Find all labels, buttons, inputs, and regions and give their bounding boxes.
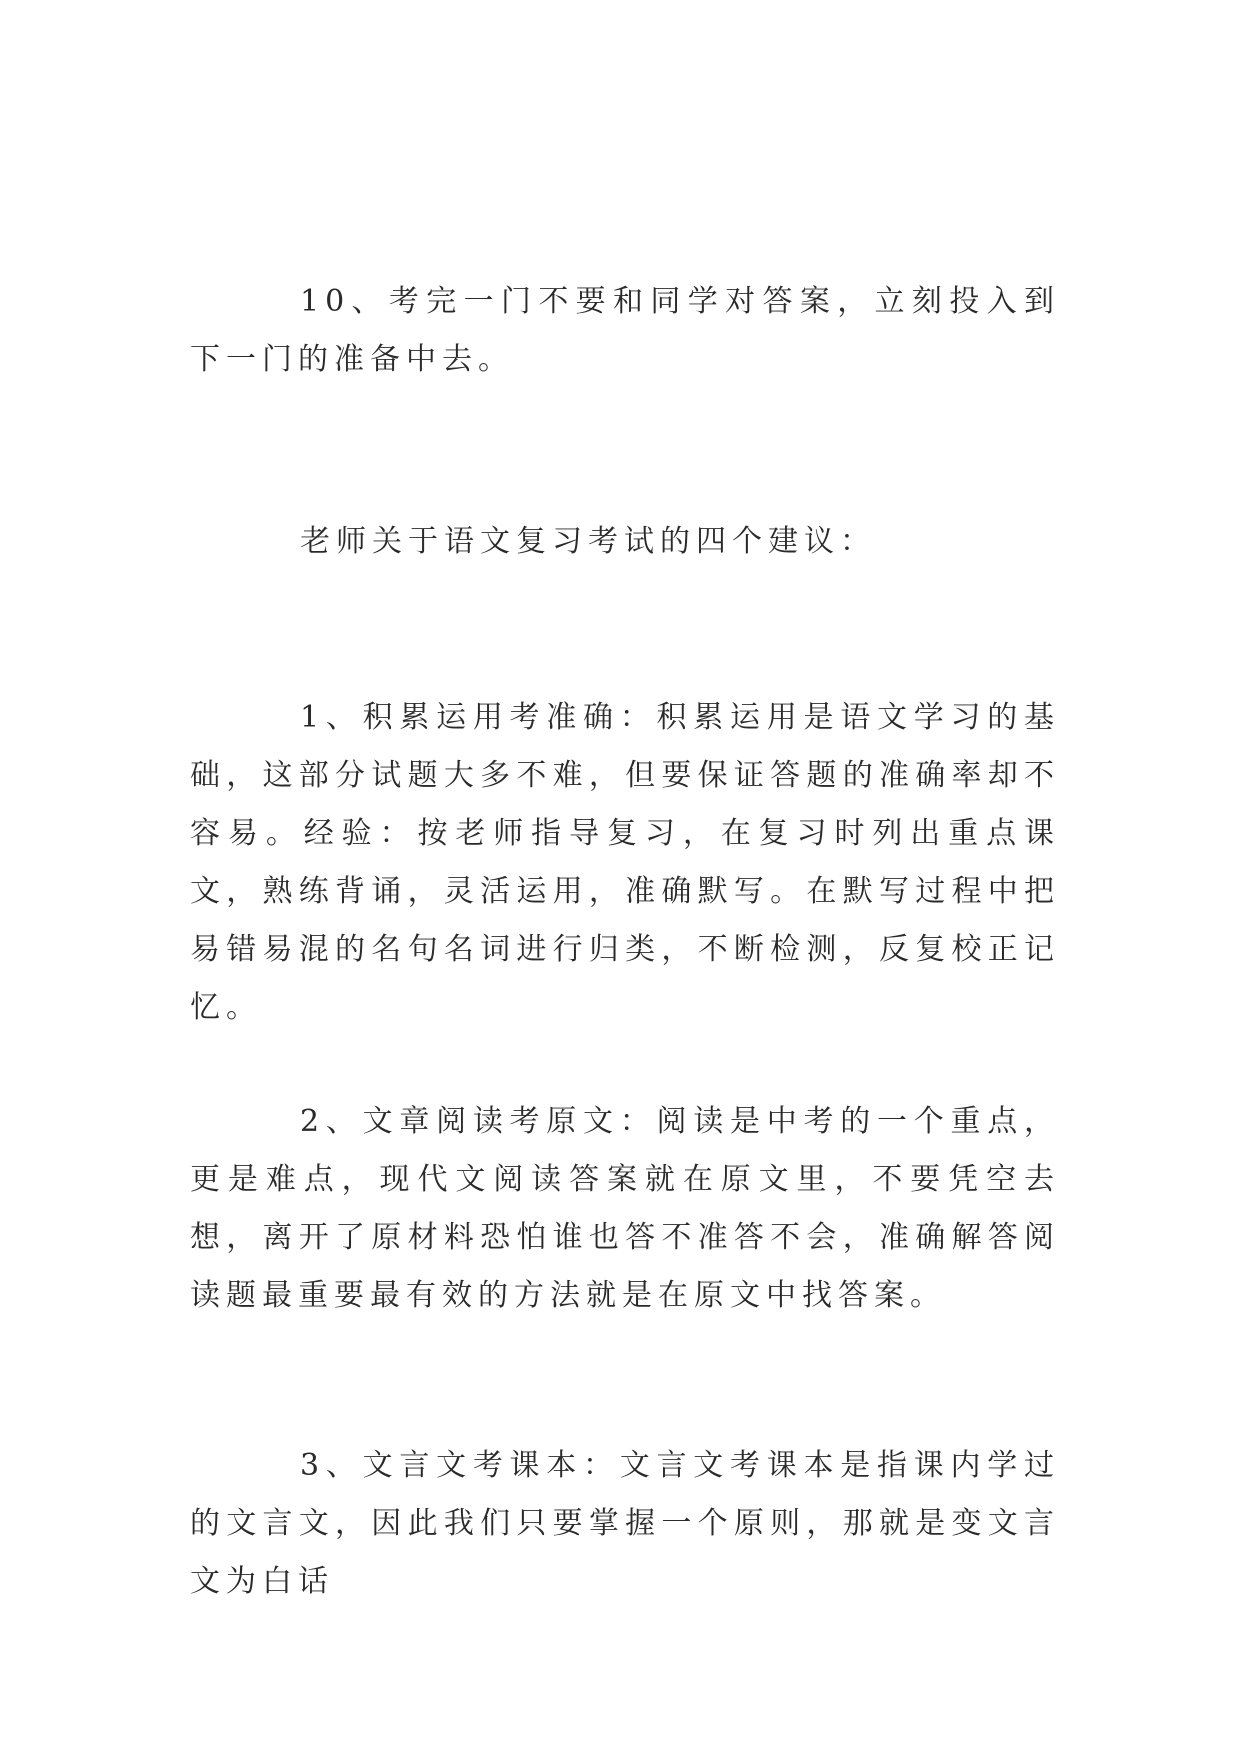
paragraph-tip-10: 10、考完一门不要和同学对答案，立刻投入到下一门的准备中去。 xyxy=(190,284,1060,377)
paragraph-suggestion-3: 3、文言文考课本：文言文考课本是指课内学过的文言文，因此我们只要掌握一个原则，那就是变文言文为白话 xyxy=(190,1448,1060,1599)
paragraph-suggestion-2: 2、文章阅读考原文：阅读是中考的一个重点，更是难点，现代文阅读答案就在原文里，不要凭空去想，离开了原材料恐怕谁也答不准答不会，准确解答阅读题最重要最有效的方法就是在原文中找答案。 xyxy=(190,1104,1060,1313)
paragraph-suggestion-1: 1、积累运用考准确：积累运用是语文学习的基础，这部分试题大多不难，但要保证答题的准确率却不容易。经验：按老师指导复习，在复习时列出重点课文，熟练背诵，灵活运用，准确默写。在默写过程中把易错易混的名句名词进行归类，不断检测，反复校正记忆。 xyxy=(190,700,1060,1025)
section-heading: 老师关于语文复习考试的四个建议： xyxy=(300,524,876,559)
